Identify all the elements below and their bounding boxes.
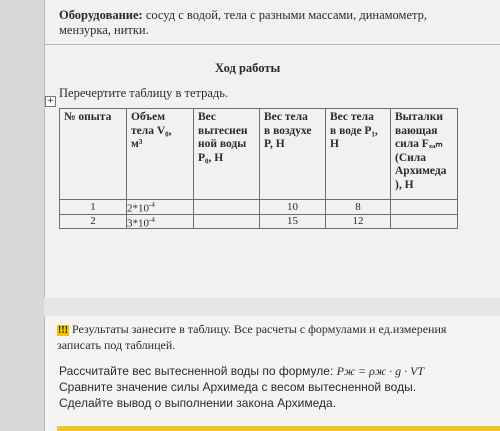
worksheet-bottom bbox=[44, 316, 500, 431]
cell-air: 10 bbox=[260, 200, 326, 215]
header-body-volume: Объем тела V₀, м³ bbox=[127, 109, 194, 200]
header-buoyant-force: Выталки вающая сила Fₓₐₘ (Сила Архимеда ), Н bbox=[391, 109, 458, 200]
cell-volume: $3*10^{-4}$ bbox=[127, 214, 194, 229]
highlight-strip bbox=[57, 426, 500, 431]
cell-num: 2 bbox=[60, 214, 127, 229]
cell-volume: $2*10^{-4}$ bbox=[127, 200, 194, 215]
section-divider bbox=[45, 44, 500, 45]
cell-water: 12 bbox=[326, 214, 391, 229]
results-note bbox=[57, 322, 487, 352]
table-row bbox=[60, 214, 458, 229]
header-experiment-number: № опыта bbox=[60, 109, 127, 200]
tasks-block bbox=[59, 363, 489, 411]
cell-air: 15 bbox=[260, 214, 326, 229]
cell-force[interactable] bbox=[391, 214, 458, 229]
attention-badge: !!! bbox=[58, 325, 68, 336]
table-header-row bbox=[60, 109, 458, 200]
cell-num: 1 bbox=[60, 200, 127, 215]
table-row bbox=[60, 200, 458, 215]
equipment-list: сосуд с водой, тела с разными массами, динамометр, мензурка, нитки. bbox=[59, 8, 428, 37]
formula-displaced-weight: Pж = ρж · g · VT bbox=[336, 364, 425, 378]
header-weight-in-air: Вес тела в воздухе P, Н bbox=[260, 109, 326, 200]
header-displaced-water-weight: Вес вытеснен ной воды P₀, Н bbox=[194, 109, 260, 200]
task-line-3: Сделайте вывод о выполнении закона Архимеда. bbox=[59, 396, 337, 410]
results-table bbox=[59, 108, 458, 229]
equipment-label: Оборудование: bbox=[59, 8, 143, 22]
section-title: Ход работы bbox=[215, 61, 281, 75]
instruction-text: Перечертите таблицу в тетрадь. bbox=[59, 86, 229, 100]
cell-water: 8 bbox=[326, 200, 391, 215]
cell-displaced[interactable] bbox=[194, 214, 260, 229]
page-gap bbox=[44, 298, 500, 316]
note-text: Результаты занесите в таблицу. Все расчеты с формулами и ед.измерения записать под таблицей. bbox=[57, 322, 447, 352]
table-move-handle-icon[interactable]: + bbox=[46, 96, 55, 106]
equipment-text bbox=[59, 8, 459, 38]
task-line-2: Сравните значение силы Архимеда с весом вытесненной воды. bbox=[59, 380, 417, 394]
worksheet-top bbox=[44, 0, 500, 298]
cell-displaced[interactable] bbox=[194, 200, 260, 215]
task-line-1: Рассчитайте вес вытесненной воды по формуле: Pж = ρж · g · VT bbox=[59, 364, 425, 378]
header-weight-in-water: Вес тела в воде P₁, Н bbox=[326, 109, 391, 200]
cell-force[interactable] bbox=[391, 200, 458, 215]
